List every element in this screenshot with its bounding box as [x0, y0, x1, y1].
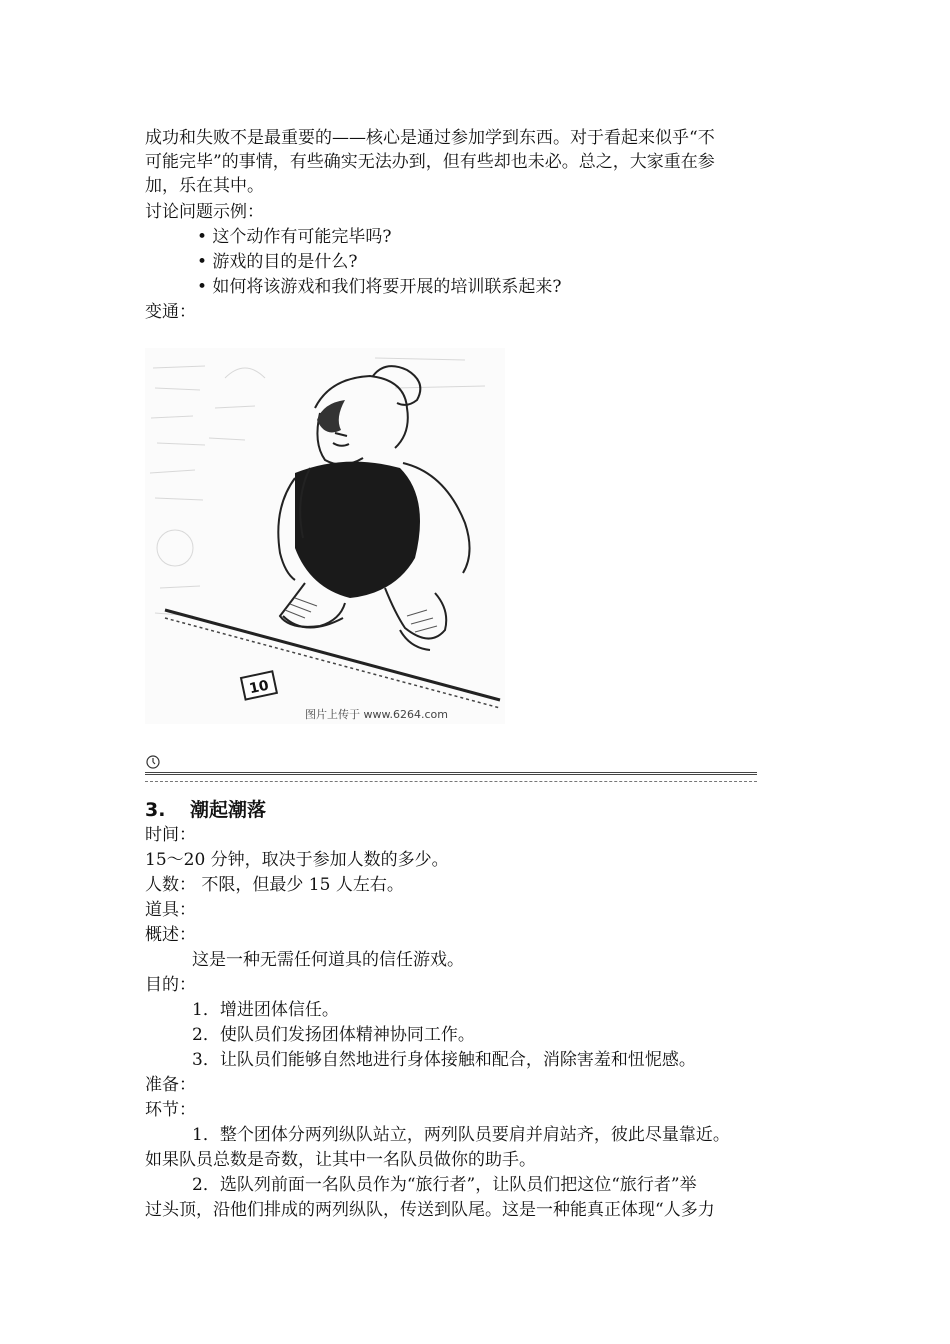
time-value: 15～20 分钟，取决于参加人数的多少。	[145, 850, 449, 870]
discussion-bullet: • 游戏的目的是什么?	[197, 252, 358, 272]
section-title: 潮起潮落	[190, 799, 267, 821]
overview-text: 这是一种无需任何道具的信任游戏。	[192, 950, 464, 970]
people-line: 人数： 不限，但最少 15 人左右。	[145, 875, 404, 895]
intro-line-2: 可能完毕”的事情，有些确实无法办到，但有些却也未必。总之，大家重在参	[145, 152, 715, 172]
steps-label: 环节：	[145, 1100, 196, 1120]
step-2-line-1: 2．选队列前面一名队员作为“旅行者”，让队员们把这位“旅行者”举	[192, 1175, 697, 1195]
overview-label: 概述：	[145, 925, 196, 945]
card-number: 10	[247, 677, 271, 698]
time-label: 时间：	[145, 825, 196, 845]
crouching-person-illustration	[145, 348, 505, 724]
discussion-bullet: • 如何将该游戏和我们将要开展的培训联系起来?	[197, 277, 562, 297]
purpose-item: 3．让队员们能够自然地进行身体接触和配合，消除害羞和忸怩感。	[192, 1050, 696, 1070]
section-number: 3.	[145, 799, 166, 821]
discussion-bullet: • 这个动作有可能完毕吗?	[197, 227, 392, 247]
intro-line-3: 加，乐在其中。	[145, 176, 264, 196]
illustration-figure	[145, 348, 505, 724]
props-label: 道具：	[145, 900, 196, 920]
step-1-line-2: 如果队员总数是奇数，让其中一名队员做你的助手。	[145, 1150, 536, 1170]
intro-line-1: 成功和失败不是最重要的——核心是通过参加学到东西。对于看起来似乎“不	[145, 128, 715, 148]
clock-icon	[146, 754, 160, 768]
step-2-line-2: 过头顶，沿他们排成的两列纵队，传送到队尾。这是一种能真正体现“人多力	[145, 1200, 715, 1220]
discussion-heading: 讨论问题示例：	[145, 202, 264, 222]
section-divider	[145, 772, 757, 782]
section-heading	[145, 797, 266, 823]
purpose-item: 1．增进团体信任。	[192, 1000, 339, 1020]
purpose-item: 2．使队员们发扬团体精神协同工作。	[192, 1025, 475, 1045]
figure-watermark: 图片上传于 www.6264.com	[305, 708, 448, 721]
purpose-label: 目的：	[145, 975, 196, 995]
step-1-line-1: 1．整个团体分两列纵队站立，两列队员要肩并肩站齐，彼此尽量靠近。	[192, 1125, 730, 1145]
prep-label: 准备：	[145, 1075, 196, 1095]
variation-label: 变通：	[145, 302, 196, 322]
